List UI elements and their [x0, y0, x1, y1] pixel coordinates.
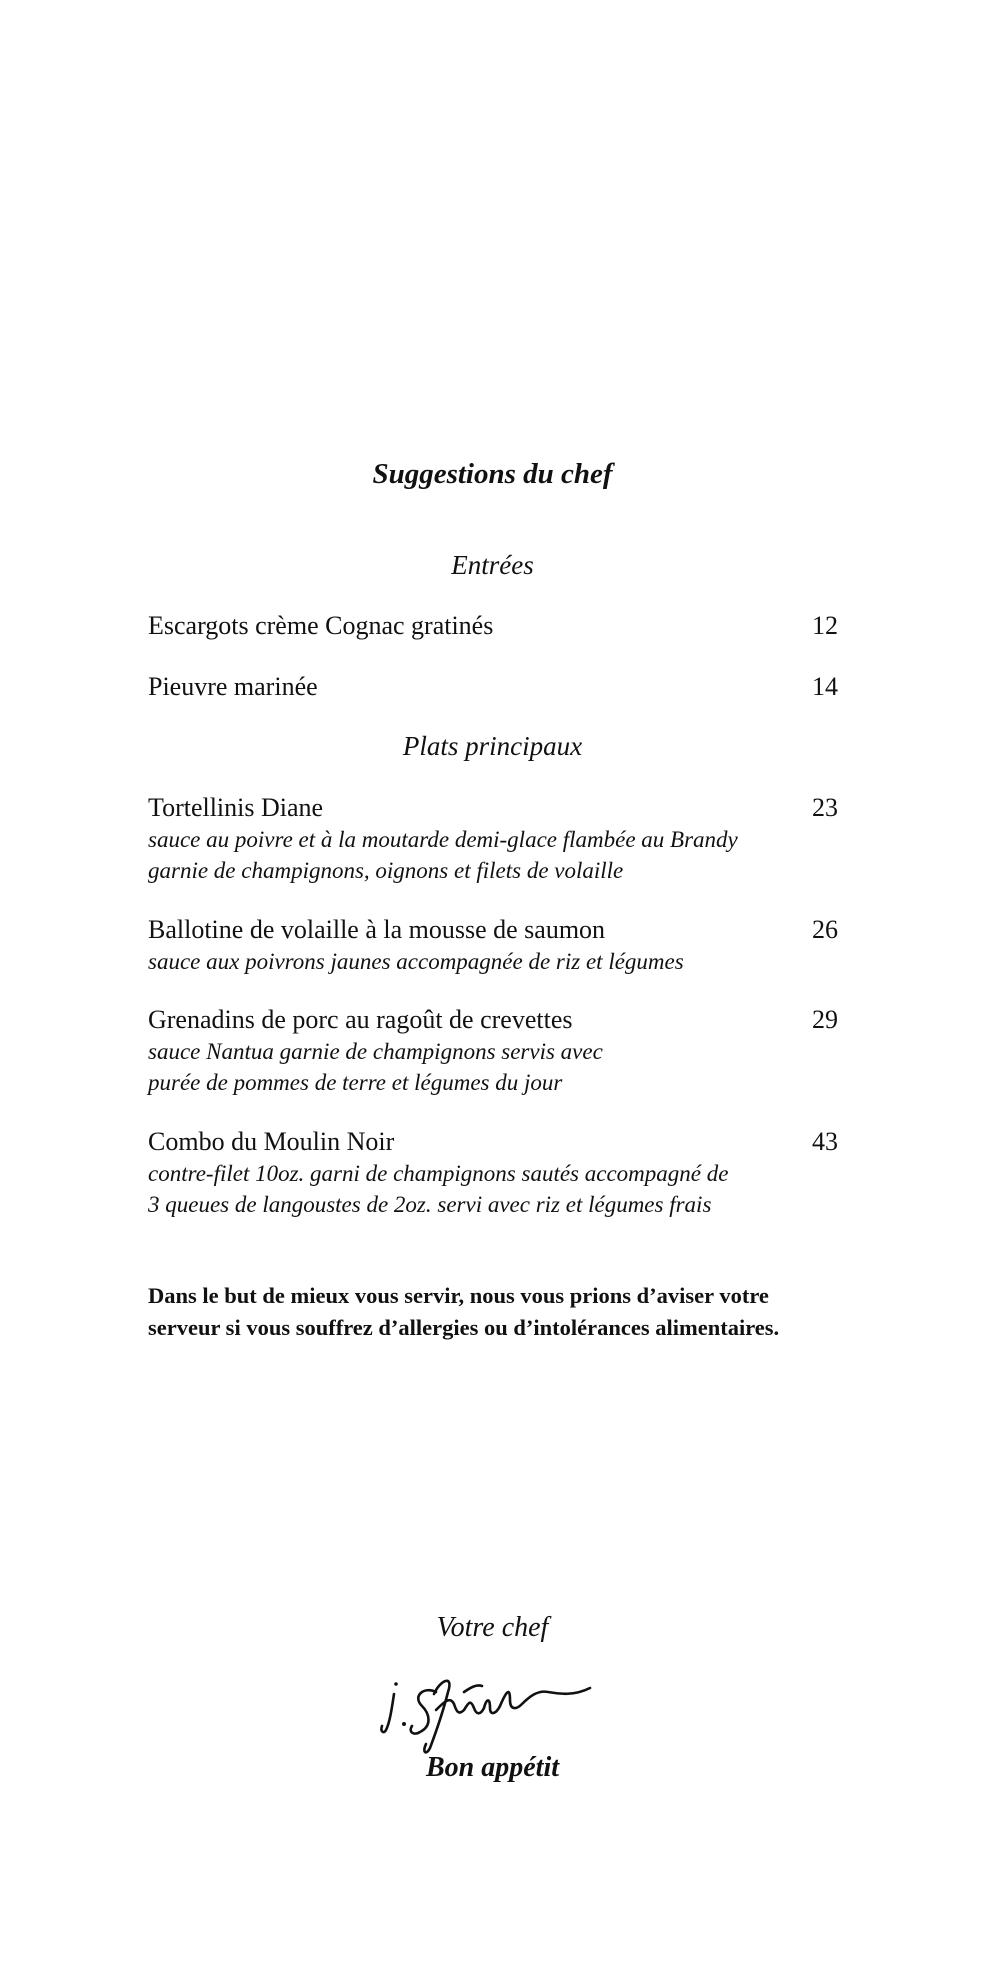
- item-price: 14: [812, 672, 838, 701]
- item-price: 29: [812, 1005, 838, 1034]
- page-title: Suggestions du chef: [372, 458, 613, 490]
- item-price: 26: [812, 915, 838, 944]
- item-price: 12: [812, 611, 838, 640]
- menu-item: [148, 672, 838, 702]
- menu-item: [148, 1005, 838, 1098]
- item-description: contre-filet 10oz. garni de champignons sautés accompagné de 3 queues de langoustes de 2oz. servi avec riz et légumes frais: [148, 1161, 729, 1217]
- item-name: Grenadins de porc au ragoût de crevettes: [148, 1005, 573, 1034]
- item-name: Pieuvre marinée: [148, 672, 318, 701]
- item-name: Tortellinis Diane: [148, 793, 324, 822]
- item-price: 43: [812, 1127, 838, 1156]
- item-description: sauce Nantua garnie de champignons servis avec purée de pommes de terre et légumes du jour: [148, 1039, 603, 1095]
- item-name: Ballotine de volaille à la mousse de saumon: [148, 915, 606, 944]
- item-description: sauce au poivre et à la moutarde demi-glace flambée au Brandy garnie de champignons, oignons et filets de volaille: [148, 827, 738, 883]
- menu-item: [148, 611, 838, 641]
- menu-item: [148, 915, 838, 977]
- item-name: Combo du Moulin Noir: [148, 1127, 395, 1156]
- chef-signature: [378, 1652, 608, 1762]
- section-heading-plats-principaux: Plats principaux: [402, 731, 583, 761]
- section-heading-entrees: Entrées: [451, 550, 534, 580]
- item-price: 23: [812, 793, 838, 822]
- item-name: Escargots crème Cognac gratinés: [148, 611, 494, 640]
- menu-item: [148, 793, 838, 886]
- item-description: sauce aux poivrons jaunes accompagnée de riz et légumes: [148, 949, 684, 974]
- chef-label: Votre chef: [436, 1612, 549, 1643]
- signoff: Bon appétit: [425, 1752, 559, 1783]
- allergy-notice: Dans le but de mieux vous servir, nous vous prions d’aviser votre serveur si vous souffrez d’allergies ou d’intolérances alimentaires.: [148, 1283, 780, 1340]
- menu-item: [148, 1127, 838, 1220]
